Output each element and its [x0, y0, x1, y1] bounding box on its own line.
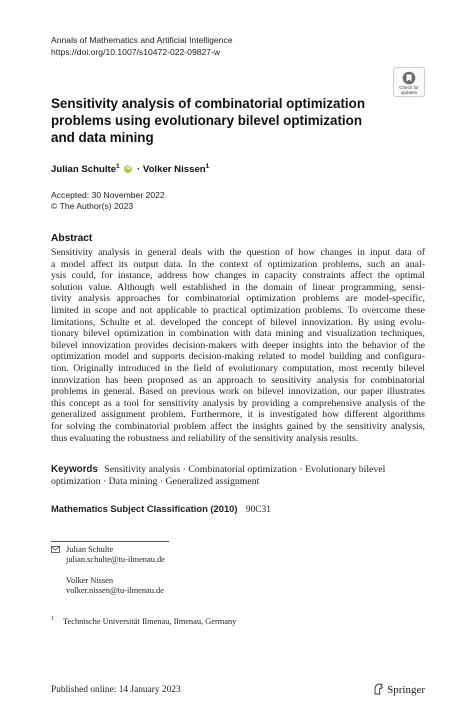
orcid-icon[interactable] — [124, 165, 132, 173]
springer-horse-icon — [373, 683, 384, 695]
abstract-line: bilevel innovization provides decision-makers with deeper insights into the behavior of the — [51, 339, 425, 351]
doi-link[interactable]: https://doi.org/10.1007/s10472-022-09827-w — [51, 47, 221, 57]
abstract-line: innovization has been proposed as an approach to sensitivity analysis for combinatorial — [51, 374, 425, 386]
keywords-label: Keywords — [51, 464, 98, 475]
badge-line-1: Check for — [399, 85, 419, 90]
author-name[interactable]: Julian Schulte — [51, 164, 117, 176]
author-list — [51, 163, 209, 175]
journal-header — [51, 34, 233, 58]
affiliation-number: 1 — [51, 616, 54, 622]
author-name[interactable]: Volker Nissen — [142, 164, 206, 176]
abstract-line: this concept as a tool for sensitivity analysis by providing a comprehensive analysis of the — [51, 397, 425, 409]
accepted-date: Accepted: 30 November 2022 — [51, 190, 165, 200]
paper-title: Sensitivity analysis of combinatorial optimization problems using evolutionary bilevel optimization and data mining — [51, 96, 365, 146]
author-separator: · — [137, 164, 141, 176]
contact-email[interactable]: julian.schulte@tu-ilmenau.de — [66, 555, 165, 565]
abstract-line: tivity analysis approaches for combinatorial optimization problems are model-specific, — [51, 293, 425, 305]
abstract-line: solution value. Although well established in the domain of linear programming, sensi- — [51, 281, 425, 293]
author-affiliation-ref: 1 — [116, 163, 120, 170]
msc-line — [51, 503, 271, 515]
envelope-icon — [51, 546, 60, 553]
published-online-date: Published online: 14 January 2023 — [51, 685, 181, 695]
abstract-line: thus evaluating the robustness and reliability of the sensitivity analysis results. — [51, 432, 359, 444]
check-for-updates-icon — [402, 71, 416, 85]
affiliation-text: Technische Universität Ilmenau, Ilmenau, Germany — [63, 616, 237, 626]
check-for-updates-badge[interactable] — [393, 67, 425, 97]
abstract-line: limitations, Schulte et al. developed the concept of bilevel innovization. By using evolu- — [51, 316, 425, 328]
abstract-line: optimization model and supports decision-making related to model building and configura- — [51, 351, 425, 363]
affiliation-footnote — [51, 616, 236, 626]
contact-email[interactable]: volker.nissen@tu-ilmenau.de — [66, 586, 164, 596]
abstract-line: a model affect its output data. In the context of optimization problems, such an anal- — [51, 258, 425, 270]
footnote-divider — [51, 541, 169, 542]
msc-code: 90C31 — [245, 505, 271, 515]
msc-label: Mathematics Subject Classification (2010) — [51, 503, 238, 514]
contact-name: Volker Nissen — [66, 575, 114, 585]
abstract-line: tion. Originally introduced in the field of evolutionary computation, most recently bilevel — [51, 362, 425, 374]
abstract-line: limited in scope and not applicable to practical optimization problems. To overcome these — [51, 304, 425, 316]
badge-line-2: updates — [400, 90, 418, 95]
abstract-line: ysis could, for instance, address how changes in capacity constraints affect the optimal — [51, 270, 425, 282]
abstract-text — [51, 247, 425, 444]
journal-name: Annals of Mathematics and Artificial Intelligence — [51, 35, 233, 45]
corresponding-contacts — [51, 545, 165, 597]
contact-entry — [51, 576, 165, 597]
abstract-line: tionary bilevel optimization in combination with data mining and visualization techniques, — [51, 328, 425, 340]
publisher-name: Springer — [387, 684, 425, 696]
abstract-line: for solving the combinatorial problem affect the insights gained by the sensitivity analysis, — [51, 420, 425, 432]
abstract-heading: Abstract — [51, 233, 93, 244]
abstract-line: problems in general. Based on previous work on bilevel innovization, our paper illustrates — [51, 386, 425, 398]
springer-logo[interactable] — [373, 683, 425, 696]
copyright-line: © The Author(s) 2023 — [51, 201, 134, 211]
keywords-text: Sensitivity analysis · Combinatorial optimization · Evolutionary bilevel optimization · Data mining · Generalized assignment — [51, 464, 386, 487]
article-dates — [51, 190, 165, 212]
keywords-block — [51, 464, 425, 488]
contact-entry — [51, 545, 165, 566]
abstract-line: Sensitivity analysis in general deals with the question of how changes in input data of — [51, 247, 425, 258]
author-affiliation-ref: 1 — [205, 163, 210, 170]
abstract-line: generalized assignment problem. Furthermore, it is investigated how different algorithms — [51, 409, 425, 421]
contact-name: Julian Schulte — [66, 545, 114, 554]
